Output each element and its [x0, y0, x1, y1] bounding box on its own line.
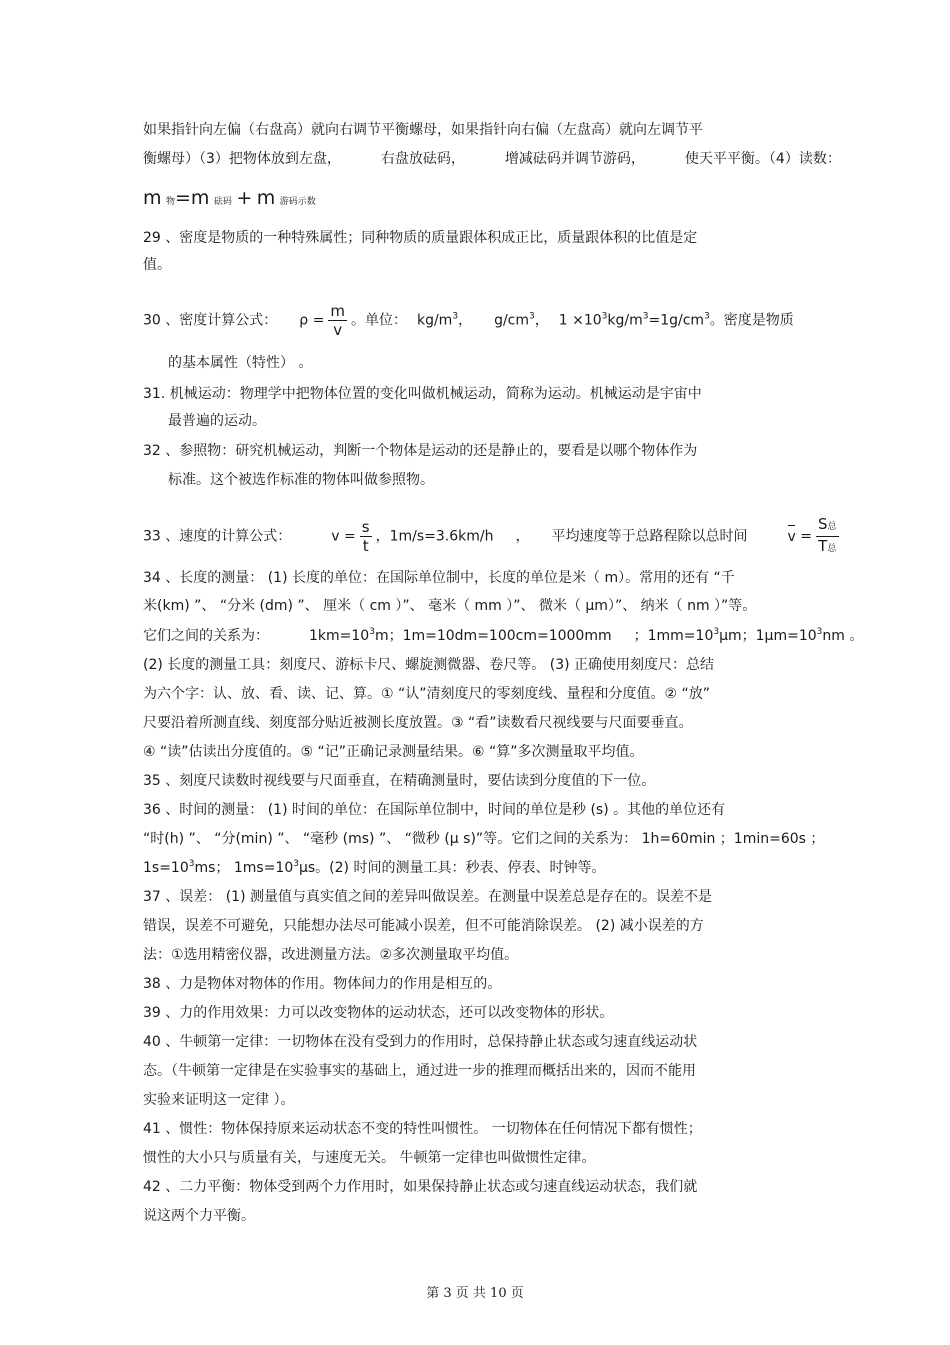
text-span: 30 、密度计算公式：	[143, 312, 278, 329]
text-line: 米(km) ”、 “分米 (dm) ”、 厘米（ cm ）”、 毫米（ mm ）”、 微米（ μm）”、 纳米（ nm ）”等。	[143, 598, 757, 614]
text-span: 衡螺母）（3）把物体放到左盘，	[143, 151, 341, 167]
formula-symbol: m	[256, 187, 276, 209]
text-span: m；1m=10dm=100cm=1000mm	[374, 628, 612, 644]
text-span: =1g/cm	[648, 312, 705, 329]
text-span: 1s=10	[143, 860, 189, 876]
text-line: 41 、惯性：物体保持原来运动状态不变的特性叫惯性。 一切物体在任何情况下都有惯性；	[143, 1121, 702, 1137]
text-line: 32 、参照物：研究机械运动，判断一个物体是运动的还是静止的，要看是以哪个物体作为	[143, 443, 698, 459]
text-line: 31. 机械运动：物理学中把物体位置的变化叫做机械运动，简称为运动。机械运动是宇宙中	[143, 386, 702, 402]
fraction-numerator: S	[817, 515, 828, 533]
text-span: 。密度是物质	[709, 312, 794, 329]
text-line: 态。（牛顿第一定律是在实验事实的基础上，通过进一步的推理而概括出来的，因而不能用	[143, 1063, 696, 1079]
exponent: 3	[293, 859, 299, 869]
formula-speed	[143, 515, 843, 558]
exponent: 3	[601, 311, 608, 322]
text-line: 错误，误差不可避免，只能想办法尽可能减小误差，但不可能消除误差。 (2) 减小误差的方	[143, 918, 704, 934]
text-span: kg/m	[607, 312, 643, 329]
fraction	[360, 518, 372, 555]
fraction-denominator: t	[362, 537, 369, 555]
exponent: 3	[704, 311, 710, 322]
formula-subscript: 砝码	[213, 197, 232, 207]
text-span: ，	[515, 528, 530, 545]
text-line: 35 、刻度尺读数时视线要与尺面垂直，在精确测量时，要估读到分度值的下一位。	[143, 773, 656, 789]
exponent: 3	[529, 311, 535, 322]
text-span: 增减砝码并调节游码，	[504, 151, 645, 167]
fraction	[816, 515, 839, 558]
formula-operator: =	[344, 528, 356, 545]
text-span: kg/m	[416, 312, 453, 329]
formula-symbol: m	[190, 187, 210, 209]
exponent: 3	[713, 627, 720, 637]
text-line: 29 、密度是物质的一种特殊属性；同种物质的质量跟体积成正比，质量跟体积的比值是定	[143, 230, 698, 246]
fraction	[328, 302, 347, 339]
text-span: ，1m/s=3.6km/h	[375, 528, 494, 545]
text-span: 。单位：	[350, 312, 407, 329]
formula-operator: =	[800, 528, 812, 545]
text-line: 法：①选用精密仪器，改进测量方法。②多次测量取平均值。	[143, 947, 519, 963]
text-span: 它们之间的关系为：	[143, 628, 269, 644]
text-line: 如果指针向左偏（右盘高）就向右调节平衡螺母，如果指针向右偏（左盘高）就向左调节平	[143, 122, 703, 138]
text-line: 42 、二力平衡：物体受到两个力作用时，如果保持静止状态或匀速直线运动状态，我们就	[143, 1179, 698, 1195]
text-line: 40 、牛顿第一定律：一切物体在没有受到力的作用时，总保持静止状态或匀速直线运动状	[143, 1034, 698, 1050]
fraction-denominator: v	[333, 321, 343, 339]
text-span: 33 、速度的计算公式：	[143, 528, 292, 545]
text-line: 为六个字：认、放、看、读、记、算。① “认”清刻度尺的零刻度线、量程和分度值。② “放”	[143, 686, 711, 702]
text-span: 1km=10	[309, 628, 370, 644]
text-span: 1 ×10	[558, 312, 602, 329]
text-line: 34 、长度的测量： (1) 长度的单位：在国际单位制中，长度的单位是米（ m）。常用的还有 “千	[143, 570, 735, 586]
text-line: 36 、时间的测量： (1) 时间的单位：在国际单位制中，时间的单位是秒 (s) 。其他的单位还有	[143, 802, 726, 818]
text-line: ④ “读”估读出分度值的。⑤ “记”正确记录测量结果。⑥ “算”多次测量取平均值。	[143, 744, 644, 760]
text-line	[143, 626, 863, 646]
formula-subscript: 游码示数	[279, 197, 316, 207]
formula-symbol: ρ	[299, 312, 309, 329]
formula-operator: +	[236, 187, 253, 209]
text-line	[143, 149, 841, 169]
text-line: 实验来证明这一定律 ）。	[143, 1092, 295, 1108]
formula-symbol-average-speed: v	[787, 528, 796, 545]
formula-operator: =	[312, 312, 325, 329]
page-footer: 第 3 页 共 10 页	[426, 1286, 524, 1301]
formula-symbol: m	[143, 187, 162, 209]
text-span: nm 。	[822, 628, 864, 644]
text-span: g/cm	[494, 312, 530, 329]
text-line: 说这两个力平衡。	[143, 1208, 255, 1224]
exponent: 3	[642, 311, 649, 322]
formula-density: 30 、密度计算公式： ρ = $\frac{m}{v}$ 。单位： $kg/m^3$， $g/cm^3$， $1 \times 10^3kg/m^3=1g/cm^3$。密度是物质	[143, 302, 794, 339]
text-line: 标准。这个被选作标准的物体叫做参照物。	[168, 472, 434, 488]
formula-subscript: 总	[827, 544, 837, 554]
fraction-numerator: m	[330, 302, 345, 320]
formula-symbol: v	[331, 528, 340, 545]
text-span: μm；1μm=10	[719, 628, 817, 644]
text-line: 的基本属性（特性） 。	[168, 355, 313, 371]
text-line	[143, 858, 605, 878]
text-line: (2) 长度的测量工具：刻度尺、游标卡尺、螺旋测微器、卷尺等。 (3) 正确使用刻度尺：总结	[143, 657, 715, 673]
text-line: 38 、力是物体对物体的作用。物体间力的作用是相互的。	[143, 976, 502, 992]
exponent: 3	[188, 859, 195, 869]
exponent: 3	[452, 311, 459, 322]
text-span: 右盘放砝码，	[380, 151, 465, 167]
text-line: 最普遍的运动。	[168, 413, 266, 429]
text-line: 尺要沿着所测直线、刻度部分贴近被测长度放置。③ “看”读数看尺视线要与尺面要垂直。	[143, 715, 693, 731]
text-span: 平均速度等于总路程除以总时间	[551, 528, 748, 545]
formula-subscript: 物	[165, 197, 175, 207]
formula-mass-reading	[143, 188, 316, 212]
text-line: 值。	[143, 257, 171, 273]
text-line: 惯性的大小只与质量有关，与速度无关。 牛顿第一定律也叫做惯性定律。	[143, 1150, 596, 1166]
fraction-denominator: T	[818, 537, 828, 555]
fraction-numerator: s	[361, 518, 370, 536]
text-span: ms； 1ms=10	[194, 860, 294, 876]
text-span: μs。(2) 时间的测量工具：秒表、停表、时钟等。	[298, 860, 606, 876]
formula-operator: =	[174, 187, 191, 209]
text-span: ；1mm=10	[633, 628, 714, 644]
formula-subscript: 总	[827, 522, 837, 532]
text-line: “时(h) ”、 “分(min) ”、 “毫秒 (ms) ”、 “微秒 (μ s)”等。它们之间的关系为： 1h=60min ；1min=60s ；	[143, 831, 825, 847]
text-span: 使天平平衡。（4）读数：	[684, 151, 841, 167]
text-line: 37 、误差： (1) 测量值与真实值之间的差异叫做误差。在测量中误差总是存在的。误差不是	[143, 889, 712, 905]
exponent: 3	[816, 627, 823, 637]
exponent: 3	[369, 627, 375, 637]
text-line: 39 、力的作用效果：力可以改变物体的运动状态，还可以改变物体的形状。	[143, 1005, 614, 1021]
